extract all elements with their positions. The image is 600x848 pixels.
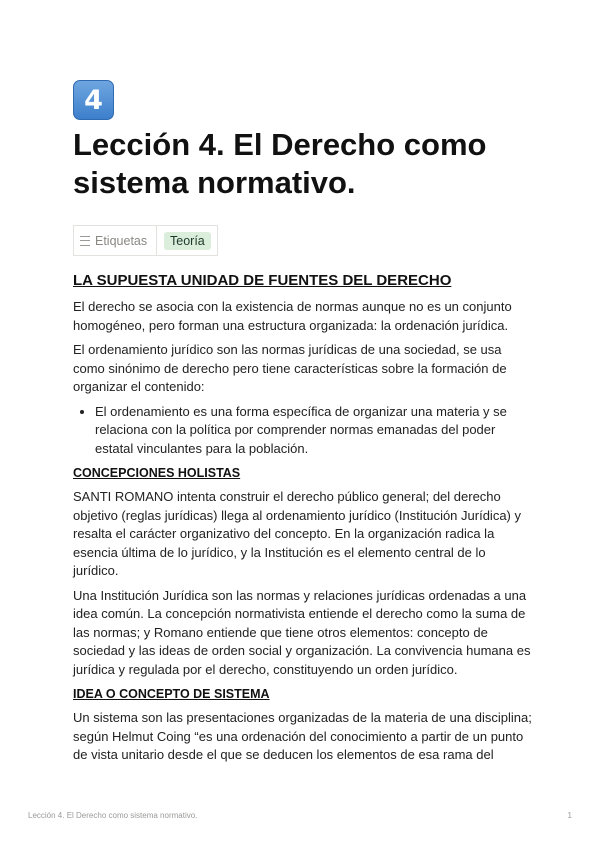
heading-holistas: CONCEPCIONES HOLISTAS bbox=[73, 466, 241, 480]
document-body bbox=[73, 270, 533, 771]
property-key-label: Etiquetas bbox=[95, 233, 148, 248]
property-key bbox=[74, 226, 157, 255]
paragraph: El ordenamiento jurídico son las normas jurídicas de una sociedad, se usa como sinónimo de derecho pero tiene características sobre la formación de organizar el contenido: bbox=[73, 342, 507, 394]
page-title: Lección 4. El Derecho como sistema normativo. bbox=[73, 127, 487, 200]
list-item: • El ordenamiento es una forma específica de organizar una materia y se relaciona con la política por comprender normas emanadas del poder estatal vinculantes para la población. bbox=[95, 403, 533, 459]
property-value[interactable] bbox=[157, 226, 217, 255]
footer-title: Lección 4. El Derecho como sistema normativo. bbox=[28, 811, 198, 820]
paragraph: Un sistema son las presentaciones organizadas de la materia de una disciplina; según Helmut Coing “es una ordenación del conocimiento a partir de un punto de vista unitario desde el que se deducen los elementos de esa rama del bbox=[73, 710, 532, 762]
bullet-list bbox=[73, 403, 533, 459]
keycap-digit-four-icon: 4 bbox=[73, 80, 114, 120]
heading-unidad: LA SUPUESTA UNIDAD DE FUENTES DEL DERECHO bbox=[73, 272, 452, 289]
properties-row bbox=[73, 225, 218, 256]
paragraph: SANTI ROMANO intenta construir el derecho público general; del derecho objetivo (reglas jurídicas) llega al ordenamiento jurídico (Institución Jurídica) y resalta el carácter organizativo del concepto. En la organización radica la esencia última de lo jurídico, y la Institución es el elemento central de lo jurídico. bbox=[73, 489, 521, 578]
list-icon bbox=[80, 236, 90, 246]
heading-sistema: IDEA O CONCEPTO DE SISTEMA bbox=[73, 687, 270, 701]
tag-badge[interactable]: Teoría bbox=[164, 232, 211, 250]
paragraph: Una Institución Jurídica son las normas y relaciones jurídicas ordenadas a una idea común. La concepción normativista entiende el derecho como la suma de las normas; y Romano entiende que tiene otros elementos: concepto de sociedad y las ideas de orden social y organización. La convivencia humana es jurídica y regulada por el derecho, constituyendo un orden jurídico. bbox=[73, 587, 531, 677]
paragraph: El derecho se asocia con la existencia de normas aunque no es un conjunto homogéneo, pero forman una estructura organizada: la ordenación jurídica. bbox=[73, 299, 512, 333]
page-number: 1 bbox=[567, 811, 572, 820]
